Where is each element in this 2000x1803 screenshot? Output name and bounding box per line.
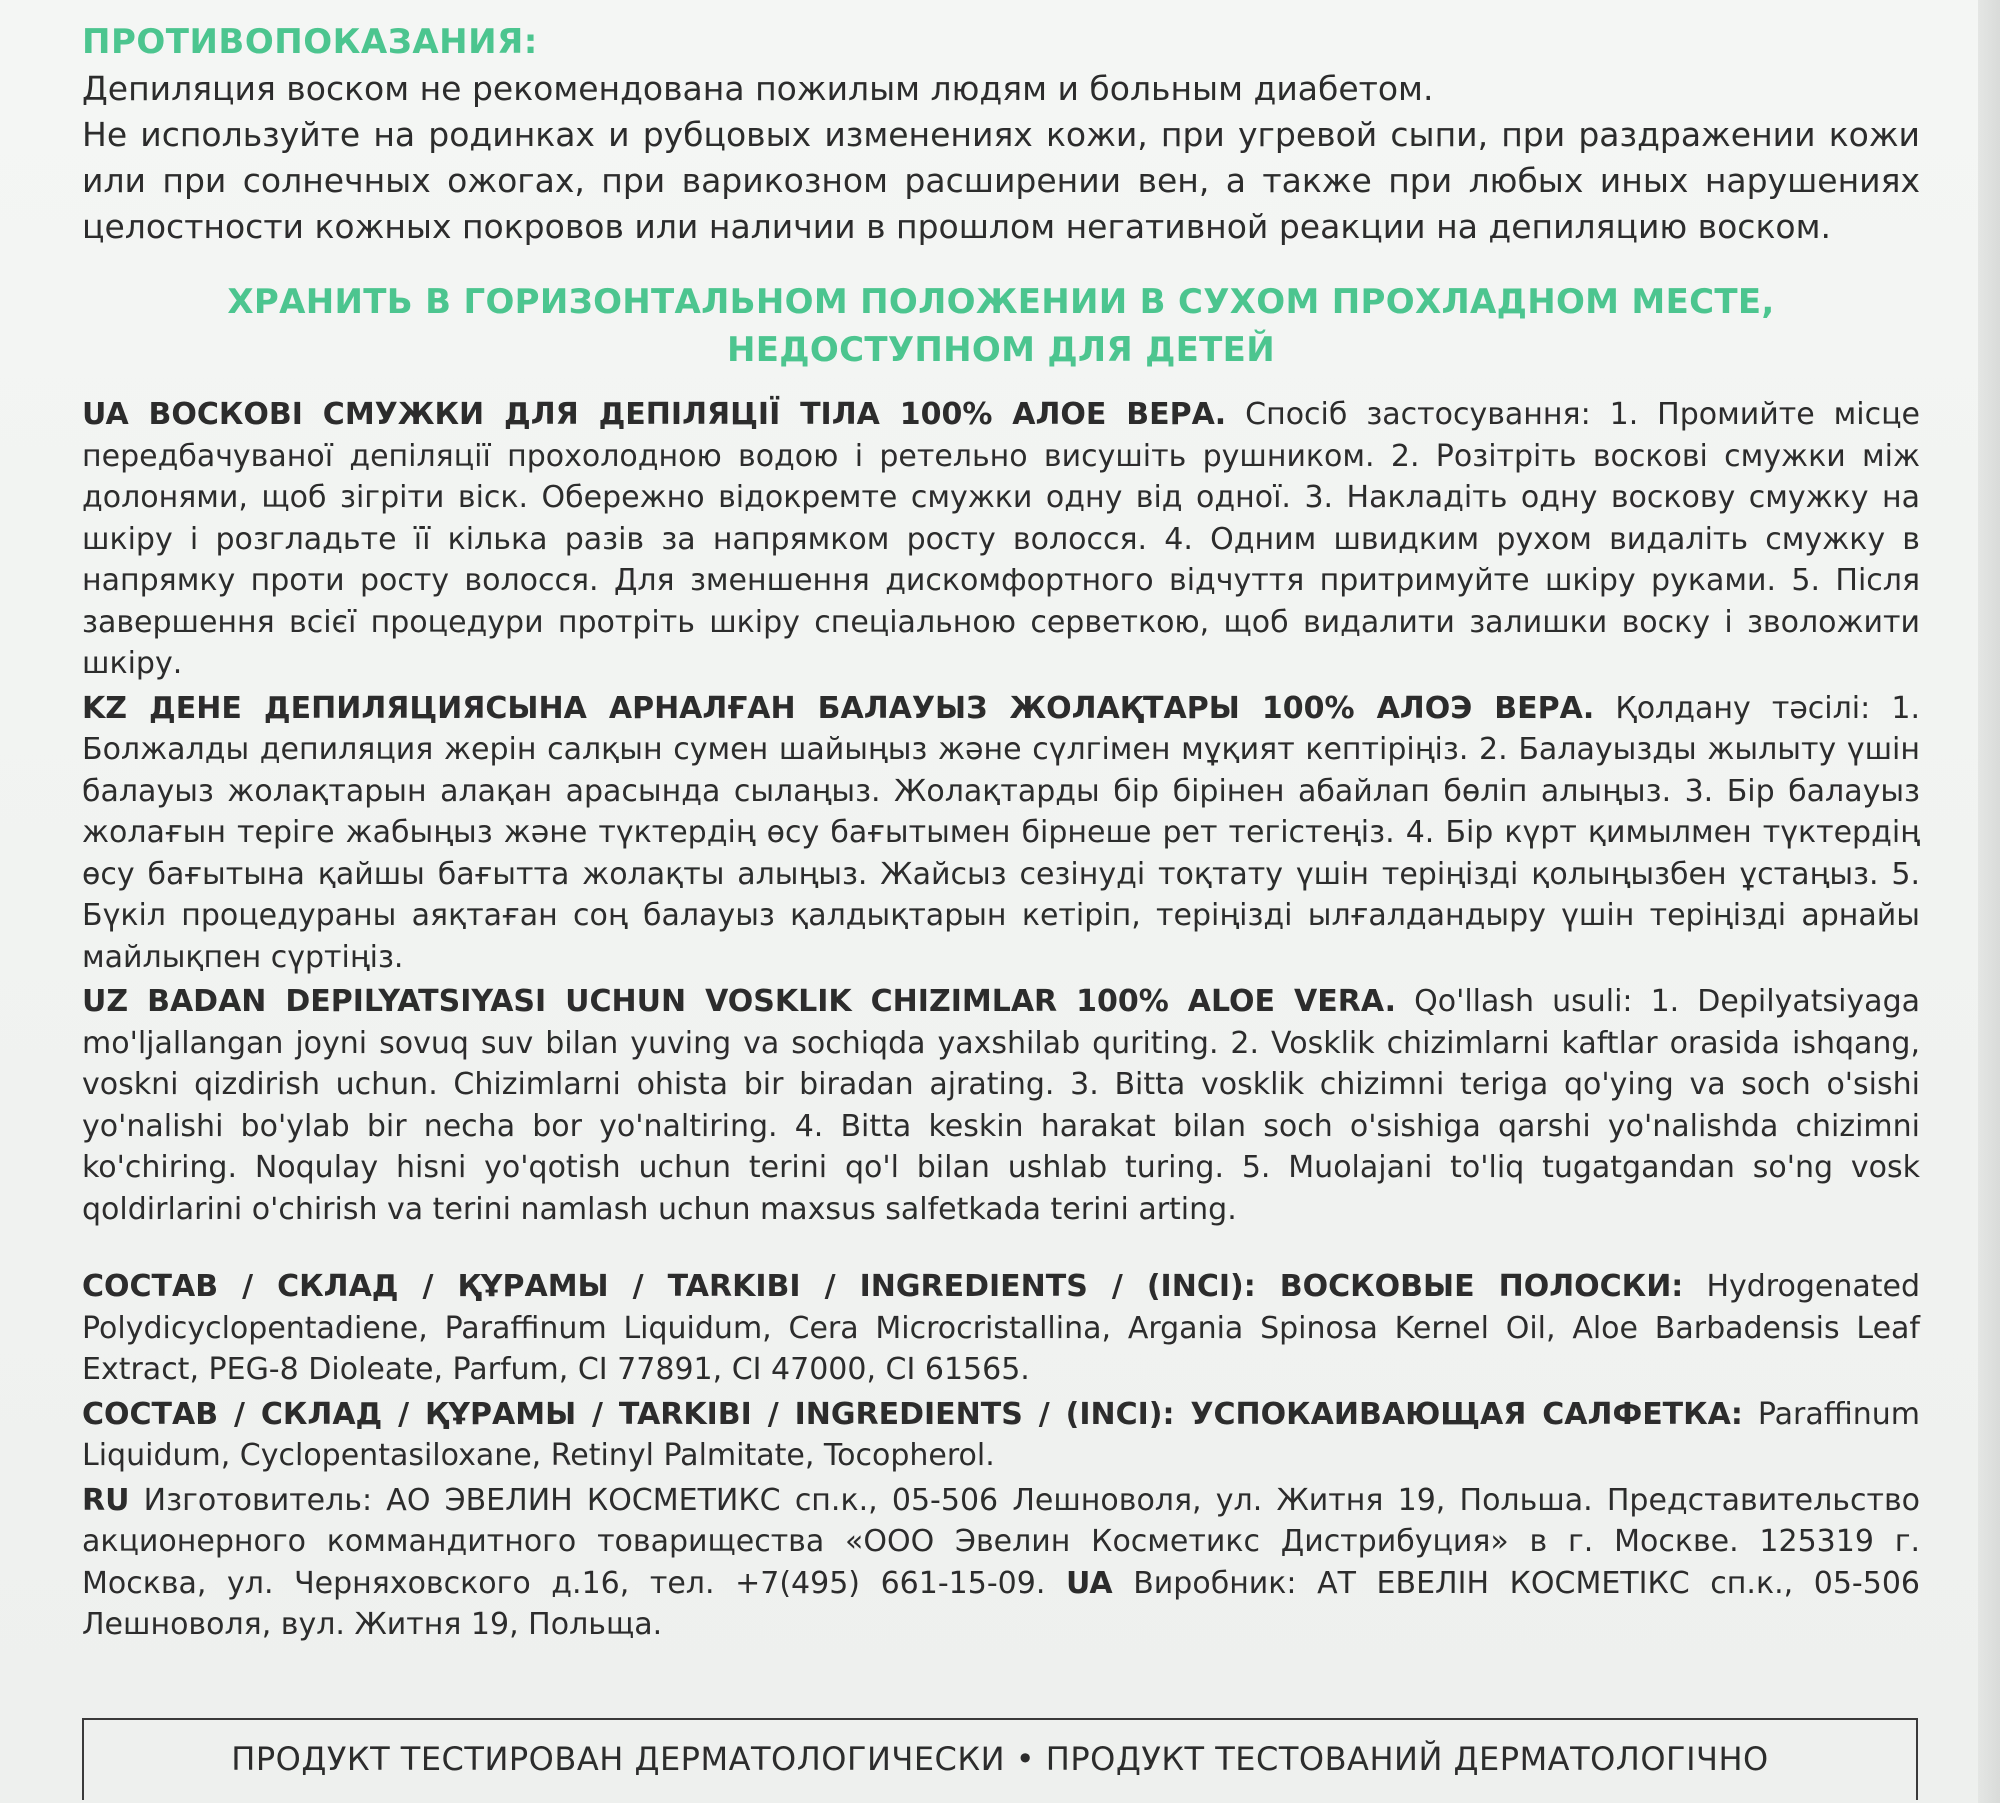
kz-instructions (82, 688, 1920, 979)
uz-instructions-title: UZ BADAN DEPILYATSIYASI UCHUN VOSKLIK CHIZIMLAR 100% ALOE VERA. (82, 984, 1397, 1019)
contraindications-line-1: Депиляция воском не рекомендована пожилым людям и больным диабетом. (82, 69, 1434, 108)
ingredients-wipe-text: Paraffinum Liquidum, Cyclopentasiloxane, Retinyl Palmitate, Tocopherol. (82, 1396, 1920, 1473)
ingredients-wipe (82, 1394, 1920, 1477)
contraindications-heading: ПРОТИВОПОКАЗАНИЯ: (82, 22, 538, 62)
ua-instructions-text: Спосіб застосування: 1. Промийте місце передбачуваної депіляції прохолодною водою і ретельно висушіть рушником. 2. Розітріть воскові смужки між долонями, щоб зігріти віск. Обережно відокремте смужки одну від одної. 3. Накладіть одну воскову смужку на шкіру і розгладьте її кілька разів за напрямком росту волосся. 4. Одним швидким рухом видаліть смужку в напрямку проти росту волосся. Для зменшення дискомфортного відчуття притримуйте шкіру руками. 5. Після завершення всієї процедури протріть шкіру спеціальною серветкою, щоб видалити залишки воску і зволожити шкіру. (82, 397, 1920, 681)
ingredients-strips-title: СОСТАВ / СКЛАД / ҚҰРАМЫ / TARKIBI / INGREDIENTS / (INCI): ВОСКОВЫЕ ПОЛОСКИ: (82, 1269, 1684, 1304)
contraindications-line-2: Не используйте на родинках и рубцовых изменениях кожи, при угревой сыпи, при раздражении кожи или при солнечных ожогах, при варикозном расширении вен, а также при любых иных нарушениях целостности кожных покровов или наличии в прошлом негативной реакции на депиляцию воском. (82, 115, 1920, 246)
kz-instructions-title: KZ ДЕНЕ ДЕПИЛЯЦИЯСЫНА АРНАЛҒАН БАЛАУЫЗ ЖОЛАҚТАРЫ 100% АЛОЭ ВЕРА. (82, 690, 1595, 726)
panel-edge (1978, 0, 2000, 1803)
manufacturer-ua-tag: UA (1065, 1565, 1113, 1601)
manufacturer-info (82, 1480, 1920, 1646)
ingredients-strips (82, 1266, 1920, 1391)
uz-instructions (82, 981, 1920, 1230)
ua-instructions-title: UA ВОСКОВІ СМУЖКИ ДЛЯ ДЕПІЛЯЦІЇ ТІЛА 100% АЛОЕ ВЕРА. (82, 397, 1227, 432)
manufacturer-ua-text: Виробник: АТ ЕВЕЛІН КОСМЕТІКС сп.к., 05-506 Лешноволя, вул. Житня 19, Польща. (82, 1565, 1920, 1642)
manufacturer-ru-text: Изготовитель: АО ЭВЕЛИН КОСМЕТИКС сп.к., 05-506 Лешноволя, ул. Житня 19, Польша. Представительство акционерного коммандитного товарищества «ООО Эвелин Косметикс Дистрибуция» в г. Москве. 125319 г. Москва, ул. Черняховского д.16, тел. +7(495) 661-15-09. (82, 1482, 1920, 1601)
dermatologically-tested-box (82, 1718, 1918, 1800)
label-text-area (82, 18, 1920, 1646)
kz-instructions-text: Қолдану тәсілі: 1. Болжалды депиляция жерін салқын сумен шайыңыз және сүлгімен мұқият кептіріңіз. 2. Балауызды жылыту үшін балауыз жолақтарын алақан арасында сылаңыз. Жолақтарды бір бірінен абайлап бөліп алыңыз. 3. Бір балауыз жолағын теріге жабыңыз және түктердің өсу бағытымен бірнеше рет тегістеңіз. 4. Бір күрт қимылмен түктердің өсу бағытына қайшы бағытта жолақты алыңыз. Жайсыз сезінуді тоқтату үшін теріңізді қолыңызбен ұстаңыз. 5. Бүкіл процедураны аяқтаған соң балауыз қалдықтарын кетіріп, теріңізді ылғалдандыру үшін теріңізді арнайы майлықпен сүртіңіз. (82, 690, 1920, 975)
storage-instruction-line-2: НЕДОСТУПНОМ ДЛЯ ДЕТЕЙ (727, 330, 1275, 370)
manufacturer-ru-tag: RU (82, 1482, 130, 1518)
ua-instructions (82, 394, 1920, 685)
dermatologically-tested-text: ПРОДУКТ ТЕСТИРОВАН ДЕРМАТОЛОГИЧЕСКИ • ПРОДУКТ ТЕСТОВАНИЙ ДЕРМАТОЛОГІЧНО (231, 1740, 1769, 1778)
ingredients-strips-text: Hydrogenated Polydicyclopentadiene, Paraffinum Liquidum, Cera Microcristallina, Argania Spinosa Kernel Oil, Aloe Barbadensis Leaf Extract, PEG-8 Dioleate, Parfum, CI 77891, CI 47000, CI 61565. (82, 1269, 1920, 1387)
uz-instructions-text: Qo'llash usuli: 1. Depilyatsiyaga mo'ljallangan joyni sovuq suv bilan yuving va sochiqda yaxshilab quriting. 2. Vosklik chizimlarni kaftlar orasida ishqang, voskni qizdirish uchun. Chizimlarni ohista bir biradan ajrating. 3. Bitta vosklik chizimni teriga qo'ying va soch o'sishi yo'nalishi bo'ylab bir necha bor yo'naltiring. 4. Bitta keskin harakat bilan soch o'sishiga qarshi yo'nalishda chizimni ko'chiring. Noqulay hisni yo'qotish uchun terini qo'l bilan ushlab turing. 5. Muolajani to'liq tugatgandan so'ng vosk qoldirlarini o'chirish va terini namlash uchun maxsus salfetkada terini arting. (82, 984, 1920, 1227)
ingredients-wipe-title: СОСТАВ / СКЛАД / ҚҰРАМЫ / TARKIBI / INGREDIENTS / (INCI): УСПОКАИВАЮЩАЯ САЛФЕТКА: (82, 1396, 1743, 1432)
storage-instruction-line-1: ХРАНИТЬ В ГОРИЗОНТАЛЬНОМ ПОЛОЖЕНИИ В СУХОМ ПРОХЛАДНОМ МЕСТЕ, (227, 282, 1775, 322)
